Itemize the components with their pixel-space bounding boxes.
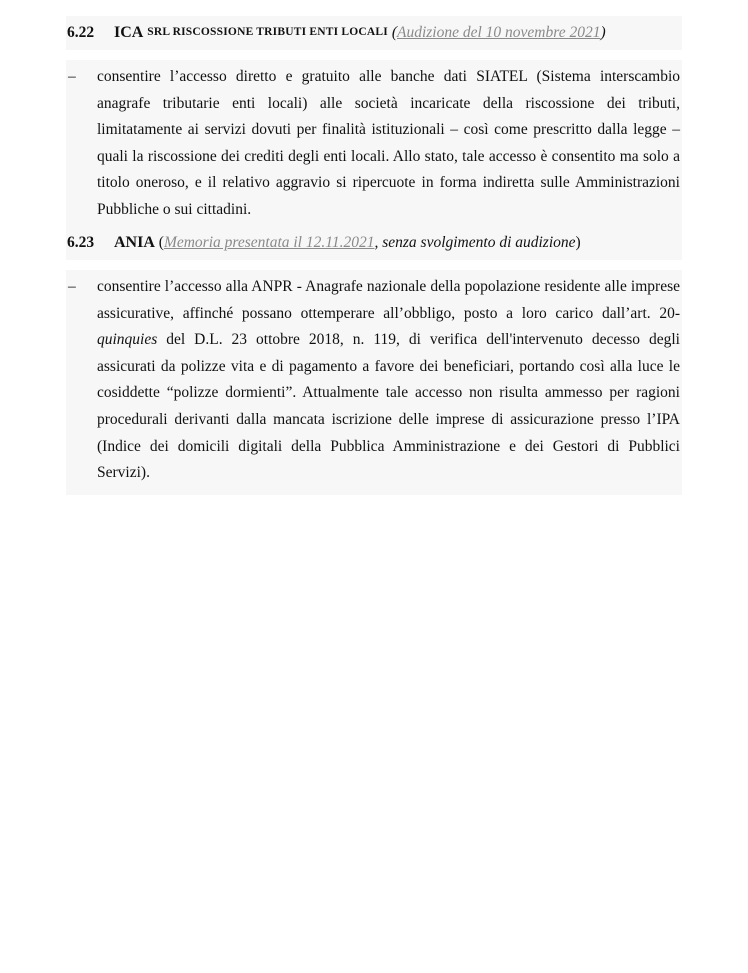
bullet-dash: –	[68, 278, 76, 295]
list-item-text	[97, 274, 680, 487]
bullet-dash: –	[68, 68, 76, 85]
link-suffix: , senza svolgimento di audizione	[374, 234, 576, 252]
memo-link[interactable]: Memoria presentata il 12.11.2021	[163, 234, 375, 252]
paren-close: )	[600, 24, 606, 42]
section-6-23	[66, 226, 682, 495]
list-item	[66, 270, 682, 495]
hearing-link[interactable]: Audizione del 10 novembre 2021	[396, 24, 601, 42]
organization-name: ANIA	[114, 234, 155, 251]
section-number: 6.22	[67, 24, 95, 42]
text-part-1: consentire l’accesso alla ANPR - Anagrafe nazionale della popolazione residente alle imprese assicurative, affinché possano ottemperare all’obbligo, posto a loro carico dall’art. 20-	[97, 278, 680, 322]
italic-term: quinquies	[97, 331, 158, 349]
section-heading	[66, 16, 682, 50]
list-item-text: consentire l’accesso diretto e gratuito alle banche dati SIATEL (Sistema interscambio anagrafe tributarie enti locali) alle società incaricate della riscossione dei tributi, limitatamente ai servizi dovuti per finalità istituzionali – così come prescritto dalla legge – quali la riscossione dei crediti degli enti locali. Allo stato, tale accesso è consentito ma solo a titolo oneroso, e il relativo aggravio si ripercuote in forma indiretta sulle Amministrazioni Pubbliche o sui cittadini.	[97, 68, 680, 218]
paren-open: (	[158, 234, 164, 252]
section-number: 6.23	[67, 234, 95, 252]
paren-close: )	[575, 234, 581, 252]
organization-subtitle: SRL RISCOSSIONE TRIBUTI ENTI LOCALI	[147, 26, 388, 39]
text-part-2: del D.L. 23 ottobre 2018, n. 119, di verifica dell'intervenuto decesso degli assicurati da polizze vita e di pagamento a favore dei beneficiari, portando così alla luce le cosiddette “polizze dormienti”. Attualmente tale accesso non risulta ammesso per ragioni procedurali derivanti dalla mancata iscrizione delle imprese di assicurazione presso l’IPA (Indice dei domicili digitali della Pubblica Amministrazione e dei Gestori di Pubblici Servizi).	[97, 331, 680, 482]
section-heading	[66, 226, 682, 260]
section-6-22	[66, 16, 682, 232]
paren-open: (	[391, 24, 397, 42]
list-item	[66, 60, 682, 232]
organization-name: ICA	[114, 24, 144, 41]
